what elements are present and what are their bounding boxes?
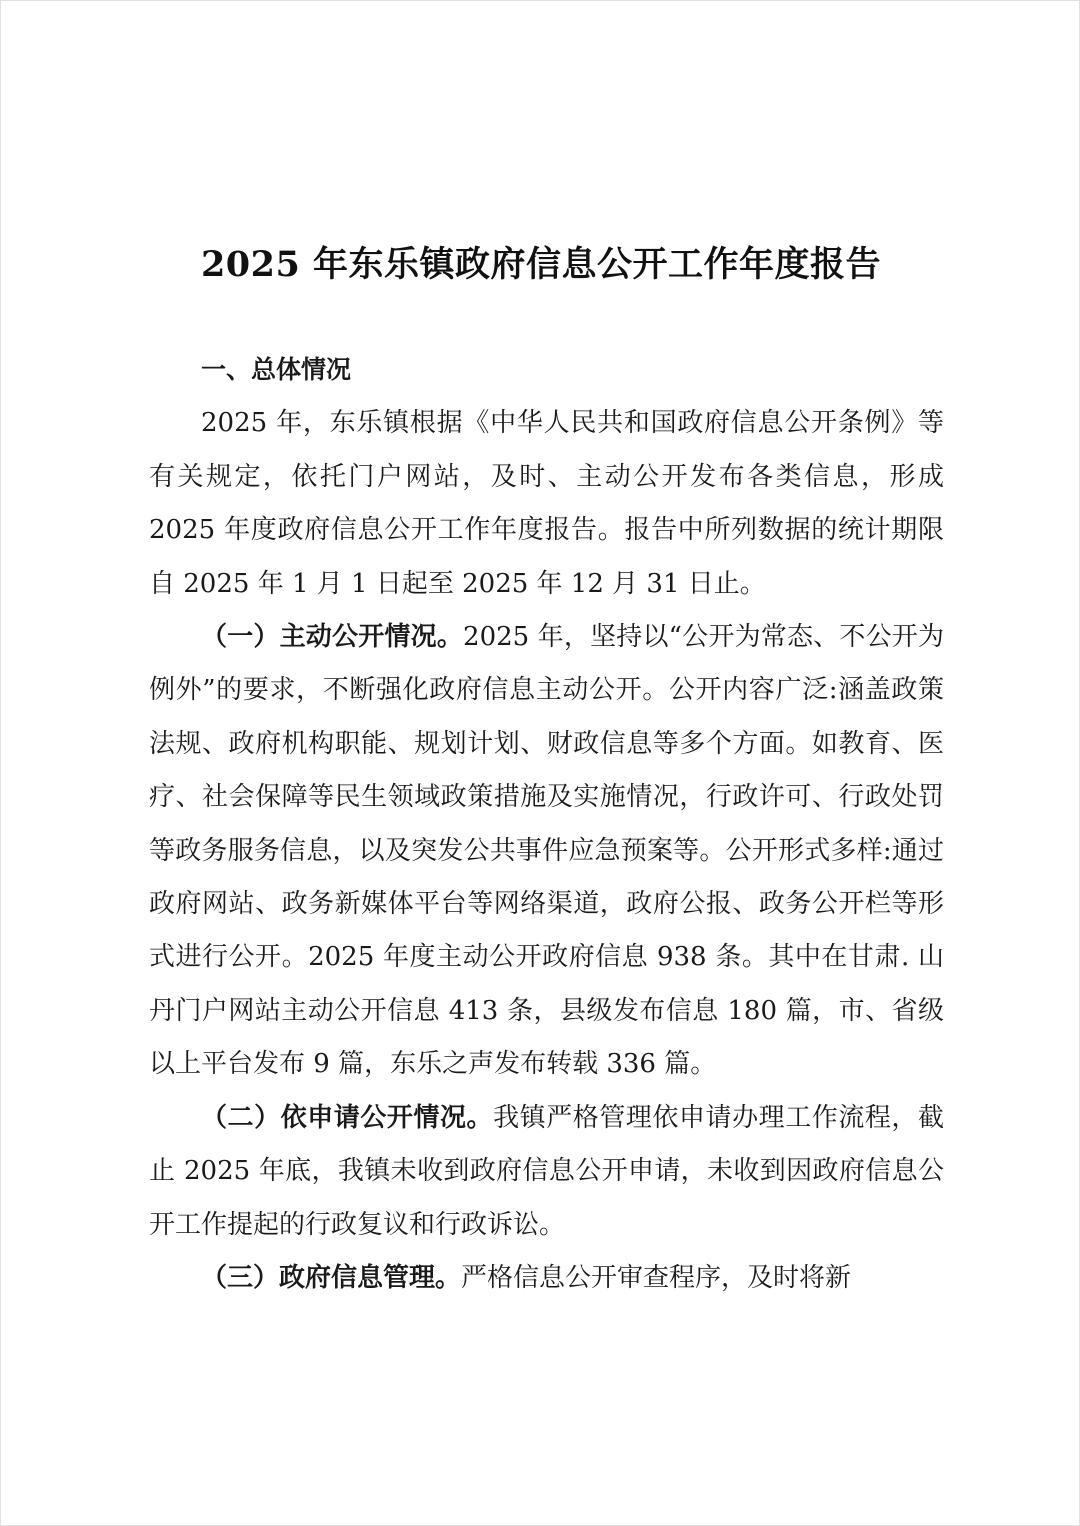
paragraph-application-disclosure (149, 1092, 944, 1252)
section-heading-text: 一、总体情况 (201, 355, 352, 384)
intro-paragraph: 2025 年，东乐镇根据《中华人民共和国政府信息公开条例》等有关规定，依托门户网站，及时、主动公开发布各类信息，形成 2025 年度政府信息公开工作年度报告。报告中所列数据的统计期限自 2025 年 1 月 1 日起至 2025 年 12 月 31 日止。 (149, 408, 944, 599)
document-body (149, 343, 944, 1305)
paragraph-application-disclosure-text: 我镇严格管理依申请办理工作流程，截止 2025 年底，我镇未收到政府信息公开申请，未收到因政府信息公开工作提起的行政复议和行政诉讼。 (149, 1102, 944, 1240)
paragraph-active-disclosure-text: 2025 年，坚持以“公开为常态、不公开为例外”的要求，不断强化政府信息主动公开。公开内容广泛:涵盖政策法规、政府机构职能、规划计划、财政信息等多个方面。如教育、医疗、社会保障等民生领域政策措施及实施情况，行政许可、行政处罚等政务服务信息，以及突发公共事件应急预案等。公开形式多样:通过政府网站、政务新媒体平台等网络渠道，政府公报、政务公开栏等形式进行公开。2025 年度主动公开政府信息 938 条。其中在甘肃. 山丹门户网站主动公开信息 413 条，县级发布信息 180 篇，市、省级以上平台发布 9 篇，东乐之声发布转载 336 篇。 (149, 622, 944, 1080)
subheading-active-disclosure: （一）主动公开情况。 (201, 622, 464, 653)
paragraph-info-management (149, 1252, 944, 1305)
section-heading-overview (149, 343, 944, 397)
subheading-info-management: （三）政府信息管理。 (201, 1262, 462, 1293)
paragraph-active-disclosure (149, 611, 944, 1092)
document-title: 2025 年东乐镇政府信息公开工作年度报告 (200, 244, 882, 285)
subheading-application-disclosure: （二）依申请公开情况。 (201, 1102, 494, 1133)
paragraph-info-management-text: 严格信息公开审查程序，及时将新 (461, 1262, 852, 1293)
